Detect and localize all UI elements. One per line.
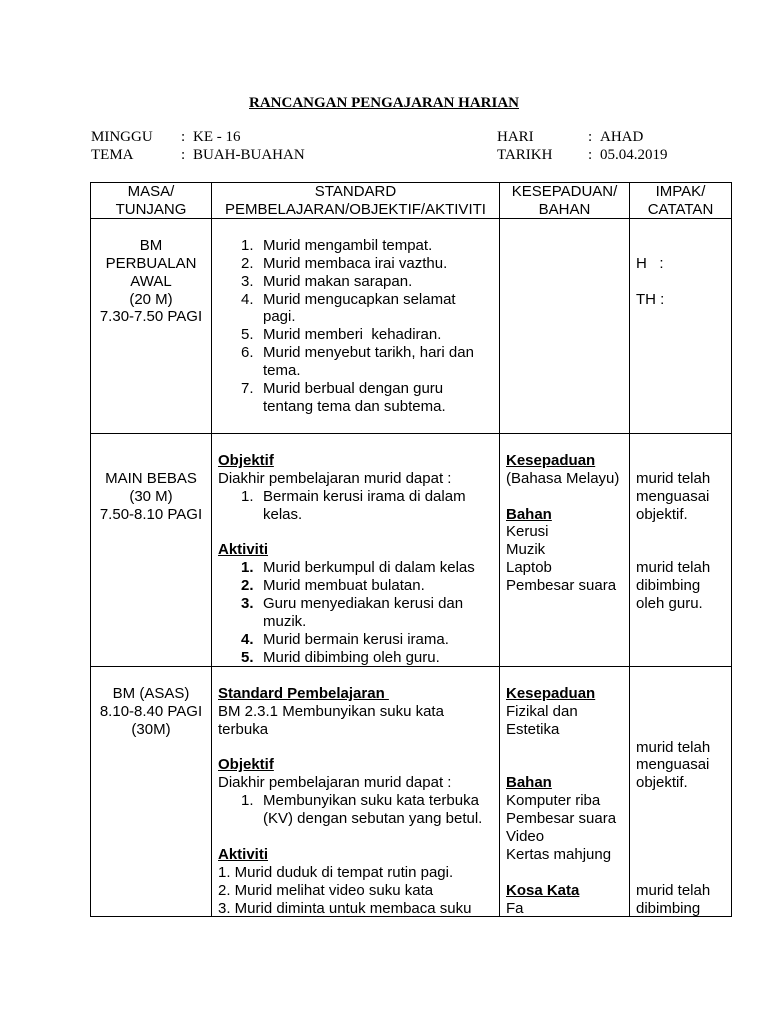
- cell-impak: [630, 219, 732, 434]
- cell-standard: [212, 667, 500, 917]
- list-number: 1.: [241, 487, 254, 505]
- list-item: [241, 559, 493, 577]
- cell-text: dibimbing: [636, 899, 701, 916]
- page-title: RANCANGAN PENGAJARAN HARIAN: [249, 95, 519, 111]
- list-item-text: Bermain kerusi irama di dalam: [263, 487, 466, 505]
- list-item-text: pagi.: [263, 308, 296, 326]
- section-heading-line: [218, 756, 493, 774]
- list-item-body: [263, 326, 493, 344]
- blank-line: [636, 523, 725, 541]
- cell-text: BM (ASAS): [112, 684, 190, 702]
- section-heading-line: [506, 685, 623, 703]
- cell-text: AWAL: [130, 272, 172, 290]
- info-separator: :: [588, 147, 593, 163]
- cell-text: (Bahasa Melayu): [506, 469, 620, 487]
- blank-line: [636, 434, 725, 452]
- blank-line: [636, 237, 725, 255]
- list-item-body: [263, 595, 493, 631]
- cell-text: murid telah: [636, 469, 711, 487]
- blank-line: [636, 828, 725, 846]
- cell-text: objektif.: [636, 505, 688, 523]
- section-heading: Bahan: [506, 505, 552, 523]
- section-heading: Standard Pembelajaran: [218, 684, 389, 702]
- list-item: [241, 326, 493, 344]
- list-item-body: [263, 273, 493, 291]
- cell-text: (30 M): [129, 487, 173, 505]
- table-body: [91, 219, 732, 917]
- section-heading: Kesepaduan: [506, 451, 596, 469]
- cell-text: Estetika: [506, 720, 560, 738]
- blank-line: [636, 667, 725, 685]
- list-item-text: kelas.: [263, 505, 303, 523]
- column-header-line: STANDARD: [314, 183, 397, 200]
- blank-line: [636, 541, 725, 559]
- list-number: 7.: [241, 380, 254, 398]
- section-heading-line: [506, 774, 623, 792]
- blank-line: [636, 792, 725, 810]
- list-item-body: [263, 649, 493, 666]
- blank-line: [636, 452, 725, 470]
- lesson-plan-table: [90, 182, 732, 917]
- list-item-text: Guru menyediakan kerusi dan: [263, 595, 464, 613]
- list-item-body: [263, 559, 493, 577]
- table-row: [91, 667, 732, 917]
- list-item-text: Murid makan sarapan.: [263, 272, 413, 290]
- info-row-tarikh: [497, 146, 668, 164]
- info-value: AHAD: [600, 129, 644, 145]
- cell-text: 7.30-7.50 PAGI: [99, 308, 203, 326]
- list-item-text: Murid dibimbing oleh guru.: [263, 648, 440, 666]
- section-heading-line: [506, 506, 623, 524]
- cell-text: 2. Murid melihat video suku kata: [218, 881, 434, 899]
- info-label: HARI: [497, 129, 534, 145]
- section-heading: Bahan: [506, 774, 552, 792]
- list-number: 5.: [241, 648, 254, 666]
- list-item-body: [263, 631, 493, 649]
- table-row: [91, 219, 732, 434]
- blank-line: [218, 739, 493, 757]
- cell-standard: [212, 434, 500, 667]
- list-item-text: muzik.: [263, 612, 307, 630]
- info-row-tema: [91, 146, 305, 164]
- section-heading-line: [218, 846, 493, 864]
- info-value: KE - 16: [193, 129, 241, 145]
- list-item-text: Murid bermain kerusi irama.: [263, 630, 449, 648]
- blank-line: [97, 452, 205, 470]
- section-heading-line: [218, 452, 493, 470]
- cell-text: 1. Murid duduk di tempat rutin pagi.: [218, 863, 454, 881]
- list-item-text: Murid mengucapkan selamat: [263, 290, 456, 308]
- list-item-body: [263, 344, 493, 380]
- cell-masa: [91, 667, 212, 917]
- cell-text: MAIN BEBAS: [105, 469, 197, 487]
- list-item: [241, 344, 493, 380]
- info-left: [91, 128, 305, 164]
- cell-text: Pembesar suara: [506, 577, 617, 595]
- list-number: 5.: [241, 326, 254, 344]
- list-item: [241, 488, 493, 524]
- info-row-minggu: [91, 128, 305, 146]
- list-number: 1.: [241, 792, 254, 810]
- list-item: [241, 631, 493, 649]
- cell-text: TH :: [636, 290, 665, 308]
- cell-text: terbuka: [218, 720, 269, 738]
- blank-line: [218, 219, 493, 237]
- blank-line: [506, 756, 623, 774]
- blank-line: [97, 219, 205, 237]
- column-header-masa: [91, 183, 212, 219]
- blank-line: [636, 846, 725, 864]
- cell-text: H :: [636, 254, 664, 272]
- info-label: TARIKH: [497, 147, 553, 163]
- cell-masa: [91, 434, 212, 667]
- list-item-text: Murid berbual dengan guru: [263, 380, 444, 398]
- column-header-line: CATATAN: [647, 200, 714, 218]
- column-header-line: PEMBELAJARAN/OBJEKTIF/AKTIVITI: [225, 200, 486, 218]
- blank-line: [506, 864, 623, 882]
- cell-text: Fa: [506, 899, 524, 916]
- section-heading: Objektif: [218, 756, 274, 774]
- list-item-body: [263, 792, 493, 828]
- section-heading: Aktiviti: [218, 845, 269, 863]
- blank-line: [218, 828, 493, 846]
- section-heading-line: [506, 452, 623, 470]
- table-header-row: [91, 183, 732, 219]
- list-number: 3.: [241, 595, 254, 613]
- section-heading-line: [218, 541, 493, 559]
- cell-text: menguasai: [636, 487, 710, 505]
- cell-impak: [630, 434, 732, 667]
- list-item: [241, 273, 493, 291]
- list-number: 4.: [241, 290, 254, 308]
- cell-kesepaduan: [500, 219, 630, 434]
- cell-text: Fizikal dan: [506, 702, 578, 720]
- column-header-line: BAHAN: [538, 200, 591, 218]
- info-value: BUAH-BUAHAN: [193, 147, 305, 163]
- blank-line: [636, 703, 725, 721]
- list-item-body: [263, 255, 493, 273]
- list-item-text: tema.: [263, 362, 301, 380]
- section-heading: Kosa Kata: [506, 881, 580, 899]
- blank-line: [97, 667, 205, 685]
- list-item-body: [263, 380, 493, 416]
- cell-text: BM 2.3.1 Membunyikan suku kata: [218, 702, 444, 720]
- cell-standard: [212, 219, 500, 434]
- blank-line: [636, 219, 725, 237]
- list-item-text: Murid memberi kehadiran.: [263, 326, 442, 344]
- column-header-standard: [212, 183, 500, 219]
- blank-line: [506, 434, 623, 452]
- cell-text: oleh guru.: [636, 595, 703, 613]
- table-row: [91, 434, 732, 667]
- list-item: [241, 577, 493, 595]
- cell-text: PERBUALAN: [105, 254, 197, 272]
- blank-line: [636, 685, 725, 703]
- list-item-text: (KV) dengan sebutan yang betul.: [263, 810, 483, 828]
- cell-text: 8.10-8.40 PAGI: [99, 702, 203, 720]
- blank-line: [506, 667, 623, 685]
- list-item: [241, 291, 493, 327]
- cell-text: 3. Murid diminta untuk membaca suku: [218, 899, 472, 916]
- info-label: TEMA: [91, 147, 134, 163]
- blank-line: [218, 523, 493, 541]
- cell-impak: [630, 667, 732, 917]
- cell-text: Laptob: [506, 559, 552, 577]
- cell-text: dibimbing: [636, 577, 701, 595]
- cell-text: (20 M): [129, 290, 173, 308]
- list-item-text: Murid menyebut tarikh, hari dan: [263, 344, 474, 362]
- list-number: 6.: [241, 344, 254, 362]
- cell-kesepaduan: [500, 667, 630, 917]
- section-heading: Aktiviti: [218, 541, 269, 559]
- list-item-text: Murid membaca irai vazthu.: [263, 254, 448, 272]
- cell-text: Pembesar suara: [506, 810, 617, 828]
- cell-text: Kerusi: [506, 523, 549, 541]
- section-heading: Objektif: [218, 451, 274, 469]
- list-number: 2.: [241, 577, 254, 595]
- cell-masa: [91, 219, 212, 434]
- list-item-text: tentang tema dan subtema.: [263, 397, 446, 415]
- list-number: 4.: [241, 630, 254, 648]
- cell-text: murid telah: [636, 559, 711, 577]
- info-separator: :: [181, 147, 186, 163]
- blank-line: [636, 810, 725, 828]
- info-value: 05.04.2019: [600, 147, 668, 163]
- blank-line: [636, 864, 725, 882]
- column-header-line: MASA/: [127, 183, 175, 200]
- list-item: [241, 649, 493, 666]
- list-number: 3.: [241, 272, 254, 290]
- column-header-kesepaduan: [500, 183, 630, 219]
- section-heading: Kesepaduan: [506, 684, 596, 702]
- blank-line: [506, 488, 623, 506]
- cell-text: (30M): [131, 720, 171, 738]
- cell-text: Video: [506, 828, 545, 846]
- blank-line: [636, 273, 725, 291]
- info-separator: :: [181, 129, 186, 145]
- blank-line: [218, 667, 493, 685]
- column-header-line: KESEPADUAN/: [511, 183, 618, 200]
- cell-kesepaduan: [500, 434, 630, 667]
- column-header-line: IMPAK/: [655, 183, 706, 200]
- list-item-body: [263, 237, 493, 255]
- cell-text: BM: [139, 236, 163, 254]
- list-item: [241, 255, 493, 273]
- cell-text: Diakhir pembelajaran murid dapat :: [218, 469, 452, 487]
- list-item: [241, 595, 493, 631]
- blank-line: [97, 434, 205, 452]
- cell-text: objektif.: [636, 774, 688, 792]
- cell-text: Kertas mahjung: [506, 845, 612, 863]
- list-number: 1.: [241, 236, 254, 254]
- section-heading-line: [218, 685, 493, 703]
- list-item-body: [263, 488, 493, 524]
- list-item-text: Murid membuat bulatan.: [263, 577, 425, 595]
- column-header-line: TUNJANG: [115, 200, 187, 218]
- list-item-text: Murid mengambil tempat.: [263, 236, 433, 254]
- cell-text: 7.50-8.10 PAGI: [99, 505, 203, 523]
- list-item-body: [263, 577, 493, 595]
- list-item: [241, 237, 493, 255]
- info-right: [497, 128, 668, 164]
- blank-line: [506, 739, 623, 757]
- list-item-body: [263, 291, 493, 327]
- info-row-hari: [497, 128, 668, 146]
- cell-text: Muzik: [506, 541, 546, 559]
- cell-text: Komputer riba: [506, 792, 601, 810]
- list-item: [241, 792, 493, 828]
- cell-text: menguasai: [636, 756, 710, 774]
- list-number: 1.: [241, 559, 254, 577]
- info-separator: :: [588, 129, 593, 145]
- column-header-impak: [630, 183, 732, 219]
- blank-line: [636, 721, 725, 739]
- list-item-text: Murid berkumpul di dalam kelas: [263, 559, 475, 577]
- info-label: MINGGU: [91, 129, 153, 145]
- list-item-text: Membunyikan suku kata terbuka: [263, 792, 479, 810]
- cell-text: murid telah: [636, 738, 711, 756]
- cell-text: murid telah: [636, 881, 711, 899]
- cell-text: Diakhir pembelajaran murid dapat :: [218, 774, 452, 792]
- section-heading-line: [506, 882, 623, 900]
- blank-line: [218, 434, 493, 452]
- list-item: [241, 380, 493, 416]
- list-number: 2.: [241, 254, 254, 272]
